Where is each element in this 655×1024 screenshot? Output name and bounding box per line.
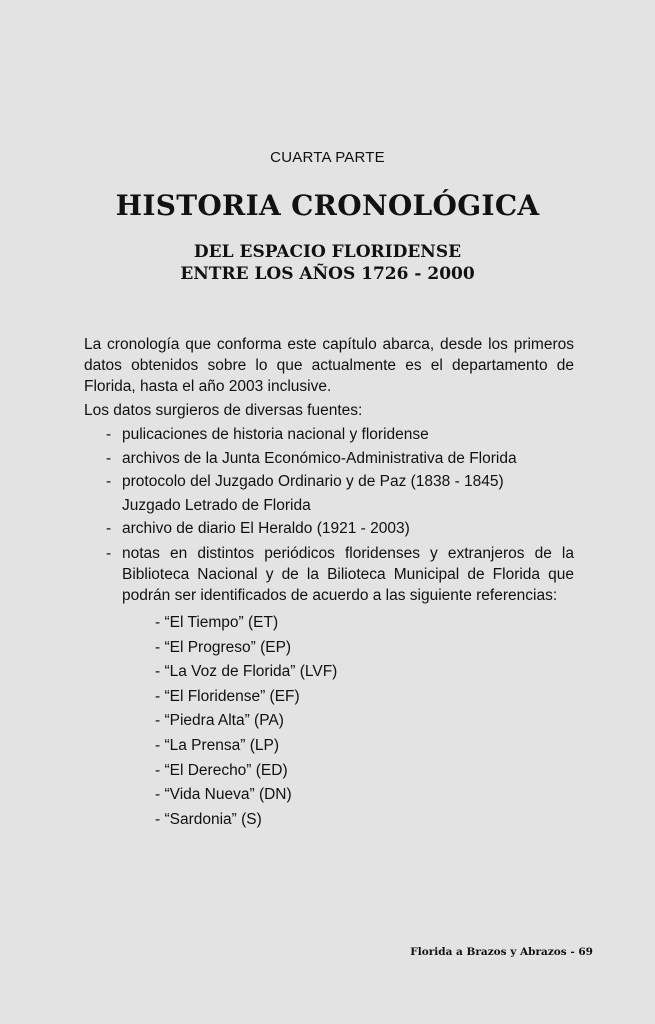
source-item (106, 447, 574, 471)
source-text: protocolo del Juzgado Ordinario y de Paz (1838 - 1845) (122, 473, 504, 490)
sources-list (106, 423, 574, 606)
source-item (106, 423, 574, 447)
reference-item: - “El Floridense” (EF) (155, 687, 300, 705)
reference-item: - “Piedra Alta” (PA) (155, 712, 284, 730)
page-number: 69 (578, 946, 593, 958)
source-text: archivos de la Junta Económico-Administrativa de Florida (122, 449, 517, 467)
list-dash: - (106, 520, 112, 537)
reference-item: - “El Derecho” (ED) (155, 761, 288, 779)
reference-item: - “El Tiempo” (ET) (155, 614, 279, 631)
list-dash: - (106, 473, 112, 490)
chapter-title: HISTORIA CRONOLÓGICA (115, 189, 540, 222)
footer-separator: - (566, 946, 579, 958)
list-dash: - (106, 544, 112, 562)
source-continuation: Juzgado Letrado de Florida (122, 496, 311, 514)
chapter-subtitle-line-2: ENTRE LOS AÑOS 1726 - 2000 (180, 264, 475, 284)
source-text: notas en distintos periódicos floridenses y extranjeros de la Biblioteca Nacional y de la Bilioteca Municipal de Florida que podrán ser identificados de acuerdo a las siguiente referencias: (122, 544, 574, 604)
source-item (106, 543, 574, 606)
sources-title: Los datos surgieros de diversas fuentes: (84, 402, 363, 419)
part-label: CUARTA PARTE (270, 149, 385, 166)
reference-item: - “La Voz de Florida” (LVF) (155, 663, 338, 681)
list-dash: - (106, 426, 112, 443)
reference-item: - “El Progreso” (EP) (155, 638, 292, 656)
page-footer (410, 946, 593, 958)
intro-paragraph: La cronología que conforma este capítulo abarca, desde los primeros datos obtenidos sobre lo que actualmente es el departamento de Florida, hasta el año 2003 inclusive. (84, 336, 574, 395)
reference-item: - “La Prensa” (LP) (155, 736, 280, 754)
source-item (106, 517, 574, 541)
reference-item: - “Vida Nueva” (DN) (155, 786, 292, 804)
source-item (106, 470, 574, 517)
reference-item: - “Sardonia” (S) (155, 810, 262, 828)
source-text: archivo de diario El Heraldo (1921 - 2003) (122, 520, 410, 537)
chapter-subtitle-line-1: DEL ESPACIO FLORIDENSE (193, 242, 462, 262)
list-dash: - (106, 449, 112, 467)
footer-book-title: Florida a Brazos y Abrazos (410, 946, 567, 958)
source-text: pulicaciones de historia nacional y floridense (122, 426, 429, 443)
references-list (155, 611, 337, 832)
